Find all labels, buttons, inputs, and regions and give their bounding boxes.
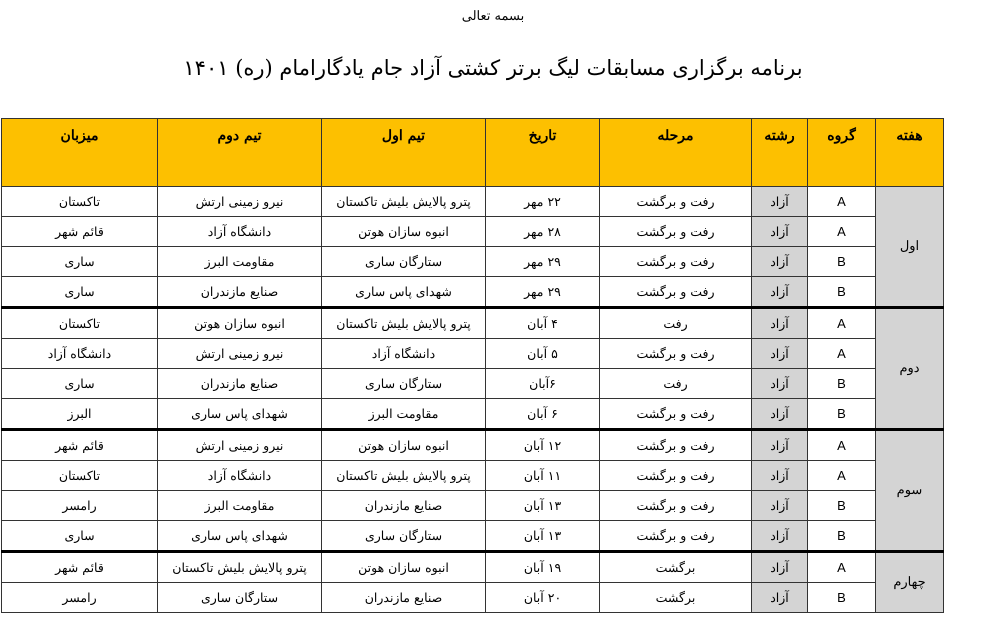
host-cell: قائم شهر: [2, 430, 158, 461]
date-cell: ۶ آبان: [486, 399, 600, 430]
host-cell: رامسر: [2, 583, 158, 613]
host-cell: دانشگاه آزاد: [2, 339, 158, 369]
week-cell: اول: [876, 187, 944, 308]
col-host: میزبان: [2, 119, 158, 187]
host-cell: تاکستان: [2, 461, 158, 491]
field-cell: آزاد: [752, 461, 808, 491]
date-cell: ۴ آبان: [486, 308, 600, 339]
date-cell: ۵ آبان: [486, 339, 600, 369]
stage-cell: رفت و برگشت: [600, 521, 752, 552]
field-cell: آزاد: [752, 247, 808, 277]
col-field: رشته: [752, 119, 808, 187]
team2-cell: نیرو زمینی ارتش: [158, 339, 322, 369]
group-cell: A: [808, 308, 876, 339]
date-cell: ۱۲ آبان: [486, 430, 600, 461]
team1-cell: ستارگان ساری: [322, 247, 486, 277]
date-cell: ۱۳ آبان: [486, 491, 600, 521]
stage-cell: رفت و برگشت: [600, 491, 752, 521]
team1-cell: ستارگان ساری: [322, 369, 486, 399]
host-cell: البرز: [2, 399, 158, 430]
team1-cell: مقاومت البرز: [322, 399, 486, 430]
team1-cell: انبوه سازان هوتن: [322, 430, 486, 461]
table-row: [2, 430, 944, 461]
col-team1: تیم اول: [322, 119, 486, 187]
team2-cell: ستارگان ساری: [158, 583, 322, 613]
team1-cell: دانشگاه آزاد: [322, 339, 486, 369]
group-cell: B: [808, 583, 876, 613]
group-cell: A: [808, 187, 876, 217]
field-cell: آزاد: [752, 399, 808, 430]
field-cell: آزاد: [752, 491, 808, 521]
table-row: [2, 399, 944, 430]
stage-cell: برگشت: [600, 552, 752, 583]
group-cell: B: [808, 521, 876, 552]
week-cell: سوم: [876, 430, 944, 552]
schedule-body: [2, 187, 944, 613]
field-cell: آزاد: [752, 583, 808, 613]
team2-cell: مقاومت البرز: [158, 491, 322, 521]
week-cell: دوم: [876, 308, 944, 430]
host-cell: رامسر: [2, 491, 158, 521]
date-cell: ۶آبان: [486, 369, 600, 399]
col-date: تاریخ: [486, 119, 600, 187]
host-cell: قائم شهر: [2, 217, 158, 247]
stage-cell: رفت و برگشت: [600, 461, 752, 491]
team2-cell: نیرو زمینی ارتش: [158, 187, 322, 217]
host-cell: ساری: [2, 369, 158, 399]
date-cell: ۲۲ مهر: [486, 187, 600, 217]
table-row: [2, 277, 944, 308]
table-row: [2, 461, 944, 491]
table-row: [2, 552, 944, 583]
date-cell: ۲۹ مهر: [486, 247, 600, 277]
table-row: [2, 369, 944, 399]
field-cell: آزاد: [752, 308, 808, 339]
stage-cell: برگشت: [600, 583, 752, 613]
group-cell: B: [808, 491, 876, 521]
schedule-table: [1, 118, 944, 613]
team1-cell: پترو پالایش بلیش تاکستان: [322, 187, 486, 217]
field-cell: آزاد: [752, 521, 808, 552]
stage-cell: رفت و برگشت: [600, 430, 752, 461]
field-cell: آزاد: [752, 339, 808, 369]
date-cell: ۲۸ مهر: [486, 217, 600, 247]
field-cell: آزاد: [752, 430, 808, 461]
stage-cell: رفت و برگشت: [600, 339, 752, 369]
group-cell: B: [808, 277, 876, 308]
team2-cell: انبوه سازان هوتن: [158, 308, 322, 339]
table-row: [2, 491, 944, 521]
date-cell: ۱۹ آبان: [486, 552, 600, 583]
team1-cell: انبوه سازان هوتن: [322, 217, 486, 247]
page-title: برنامه برگزاری مسابقات لیگ برتر کشتی آزاد جام یادگارامام (ره) ۱۴۰۱: [183, 56, 803, 80]
host-cell: تاکستان: [2, 187, 158, 217]
host-cell: ساری: [2, 277, 158, 308]
table-row: [2, 339, 944, 369]
group-cell: A: [808, 552, 876, 583]
date-cell: ۱۳ آبان: [486, 521, 600, 552]
date-cell: ۱۱ آبان: [486, 461, 600, 491]
table-row: [2, 308, 944, 339]
stage-cell: رفت و برگشت: [600, 277, 752, 308]
table-row: [2, 187, 944, 217]
col-stage: مرحله: [600, 119, 752, 187]
group-cell: A: [808, 430, 876, 461]
team1-cell: پترو پالایش بلیش تاکستان: [322, 461, 486, 491]
col-group: گروه: [808, 119, 876, 187]
date-cell: ۲۰ آبان: [486, 583, 600, 613]
stage-cell: رفت و برگشت: [600, 399, 752, 430]
stage-cell: رفت و برگشت: [600, 217, 752, 247]
team1-cell: صنایع مازندران: [322, 491, 486, 521]
team2-cell: شهدای پاس ساری: [158, 521, 322, 552]
team2-cell: دانشگاه آزاد: [158, 217, 322, 247]
team1-cell: پترو پالایش بلیش تاکستان: [322, 308, 486, 339]
host-cell: تاکستان: [2, 308, 158, 339]
team2-cell: پترو پالایش بلیش تاکستان: [158, 552, 322, 583]
group-cell: B: [808, 247, 876, 277]
host-cell: قائم شهر: [2, 552, 158, 583]
col-week: هفته: [876, 119, 944, 187]
group-cell: B: [808, 369, 876, 399]
field-cell: آزاد: [752, 369, 808, 399]
team1-cell: ستارگان ساری: [322, 521, 486, 552]
bismillah-heading: بسمه تعالی: [461, 9, 525, 24]
stage-cell: رفت: [600, 308, 752, 339]
host-cell: ساری: [2, 247, 158, 277]
table-row: [2, 583, 944, 613]
stage-cell: رفت و برگشت: [600, 247, 752, 277]
team2-cell: صنایع مازندران: [158, 277, 322, 308]
group-cell: A: [808, 339, 876, 369]
date-cell: ۲۹ مهر: [486, 277, 600, 308]
host-cell: ساری: [2, 521, 158, 552]
team1-cell: شهدای پاس ساری: [322, 277, 486, 308]
team1-cell: صنایع مازندران: [322, 583, 486, 613]
team2-cell: نیرو زمینی ارتش: [158, 430, 322, 461]
team1-cell: انبوه سازان هوتن: [322, 552, 486, 583]
team2-cell: مقاومت البرز: [158, 247, 322, 277]
table-row: [2, 247, 944, 277]
header-row: [2, 119, 944, 187]
week-cell: چهارم: [876, 552, 944, 613]
col-team2: تیم دوم: [158, 119, 322, 187]
team2-cell: صنایع مازندران: [158, 369, 322, 399]
team2-cell: شهدای پاس ساری: [158, 399, 322, 430]
team2-cell: دانشگاه آزاد: [158, 461, 322, 491]
stage-cell: رفت و برگشت: [600, 187, 752, 217]
group-cell: A: [808, 461, 876, 491]
field-cell: آزاد: [752, 187, 808, 217]
stage-cell: رفت: [600, 369, 752, 399]
table-row: [2, 217, 944, 247]
field-cell: آزاد: [752, 277, 808, 308]
field-cell: آزاد: [752, 217, 808, 247]
field-cell: آزاد: [752, 552, 808, 583]
table-row: [2, 521, 944, 552]
group-cell: B: [808, 399, 876, 430]
group-cell: A: [808, 217, 876, 247]
